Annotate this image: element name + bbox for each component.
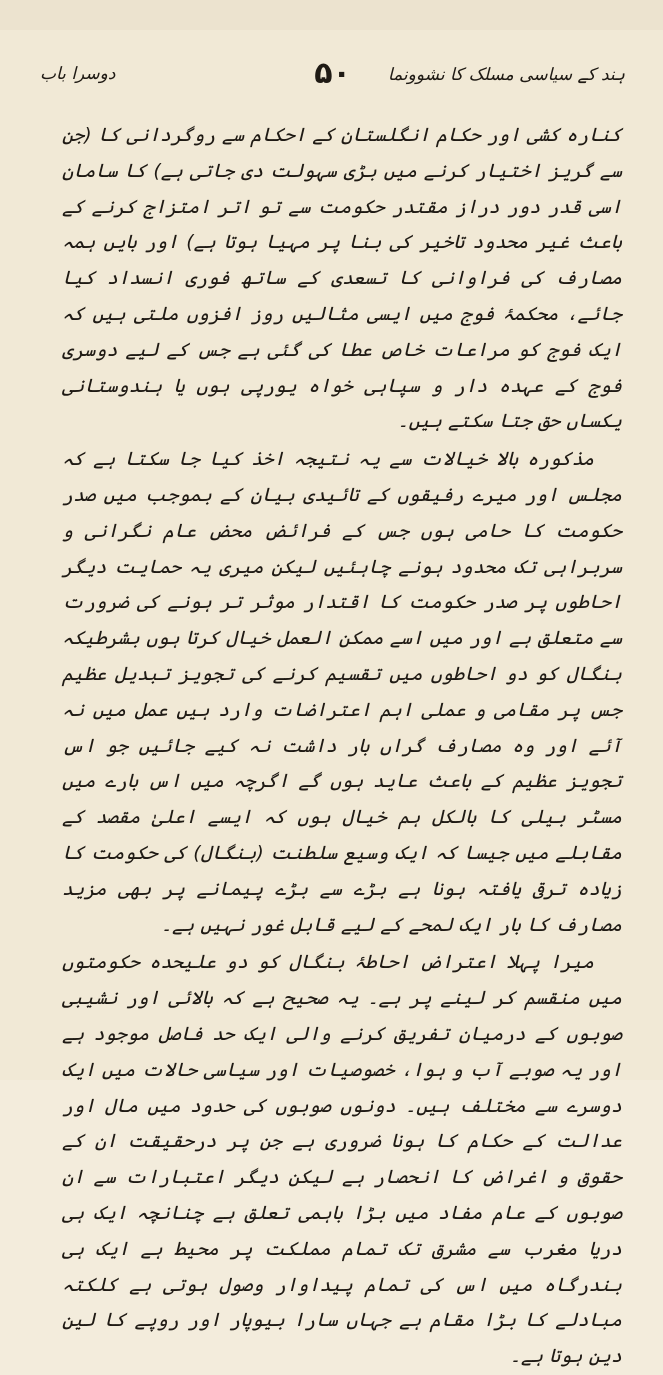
running-header bbox=[40, 58, 625, 98]
paragraph: میرا پہلا اعتراض احاطۂ بنگال کو دو علیحدہ حکومتوں میں منقسم کر لینے پر ہے۔ یہ صحیح ہے کہ بالائی اور نشیبی صوبوں کے درمیان تفریق کرنے والی ایک حد فاصل موجود ہے اور یہ صوبے آب و ہوا، خصوصیات اور سیاسی حالات میں ایک دوسرے سے مختلف ہیں۔ دونوں صوبوں کی حدود میں مال اور عدالت کے حکام کا ہونا ضروری ہے جن پر درحقیقت ان کے حقوق و اغراض کا انحصار ہے لیکن دیگر اعتبارات سے ان صوبوں کے عام مفاد میں بڑا باہمی تعلق ہے چنانچہ ایک ہی دریا مغرب سے مشرق تک تمام مملکت پر محیط ہے ایک ہی بندرگاہ میں اس کی تمام پیداوار وصول ہوتی ہے کلکتہ مبادلے کا بڑا مقام ہے جہاں سارا بیوپار اور روپے کا لین دین ہوتا ہے۔ bbox=[62, 951, 622, 1368]
chapter-label: دوسرا باب bbox=[40, 64, 116, 84]
paragraph: مذکورہ بالا خیالات سے یہ نتیجہ اخذ کیا جا سکتا ہے کہ مجلس اور میرے رفیقوں کے تائیدی بیان کے بموجب میں صدر حکومت کا حامی ہوں جس کے فرائض محض عام نگرانی و سربراہی تک محدود ہونے چاہئیں لیکن میری یہ حمایت دیگر احاطوں پر صدر حکومت کا اقتدار موثر تر ہونے کی ضرورت سے متعلق ہے اور میں اسے ممکن العمل خیال کرتا ہوں بشرطیکہ بنگال کو دو احاطوں میں تقسیم کرنے کی تجویز تبدیل عظیم جس پر مقامی و عملی اہم اعتراضات وارد ہیں عمل میں نہ آئے اور وہ مصارف گراں بار داشت نہ کیے جائیں جو اس تجویز عظیم کے باعث عاید ہوں گے اگرچہ میں اس بارے میں مسٹر بیلی کا بالکل ہم خیال ہوں کہ ایسے اعلیٰ مقصد کے مقابلے میں جیسا کہ ایک وسیع سلطنت (بنگال) کی حکومت کا زیادہ ترقی یافتہ ہونا ہے بڑے سے بڑے پیمانے پر بھی مزید مصارف کا بار ایک لمحے کے لیے قابل غور نہیں ہے۔ bbox=[62, 448, 622, 936]
page-number: ۵۰ bbox=[314, 56, 351, 91]
scan-top-edge bbox=[0, 0, 663, 30]
paragraph: کنارہ کشی اور حکام انگلستان کے احکام سے روگردانی کا (جن سے گریز اختیار کرنے میں بڑی سہولت دی جاتی ہے) کا سامان اسی قدر دور دراز مقتدر حکومت سے تو اتر امتزاج کرنے کے باعث غیر محدود تاخیر کی بنا پر مہیا ہوتا ہے) اور بایں ہمہ مصارف کی فراوانی کا تسعدی کے ساتھ فوری انسداد کیا جائے، محکمۂ فوج میں ایسی مثالیں روز افزوں ملتی ہیں کہ ایک فوج کو مراعات خاص عطا کی گئی ہے جس کے لیے دوسری فوج کے عہدہ دار و سپاہی خواہ یورپی ہوں یا ہندوستانی یکساں حق جتا سکتے ہیں۔ bbox=[62, 124, 622, 433]
page-body bbox=[62, 118, 622, 1375]
book-title: ہند کے سیاسی مسلک کا نشوونما bbox=[387, 65, 625, 85]
